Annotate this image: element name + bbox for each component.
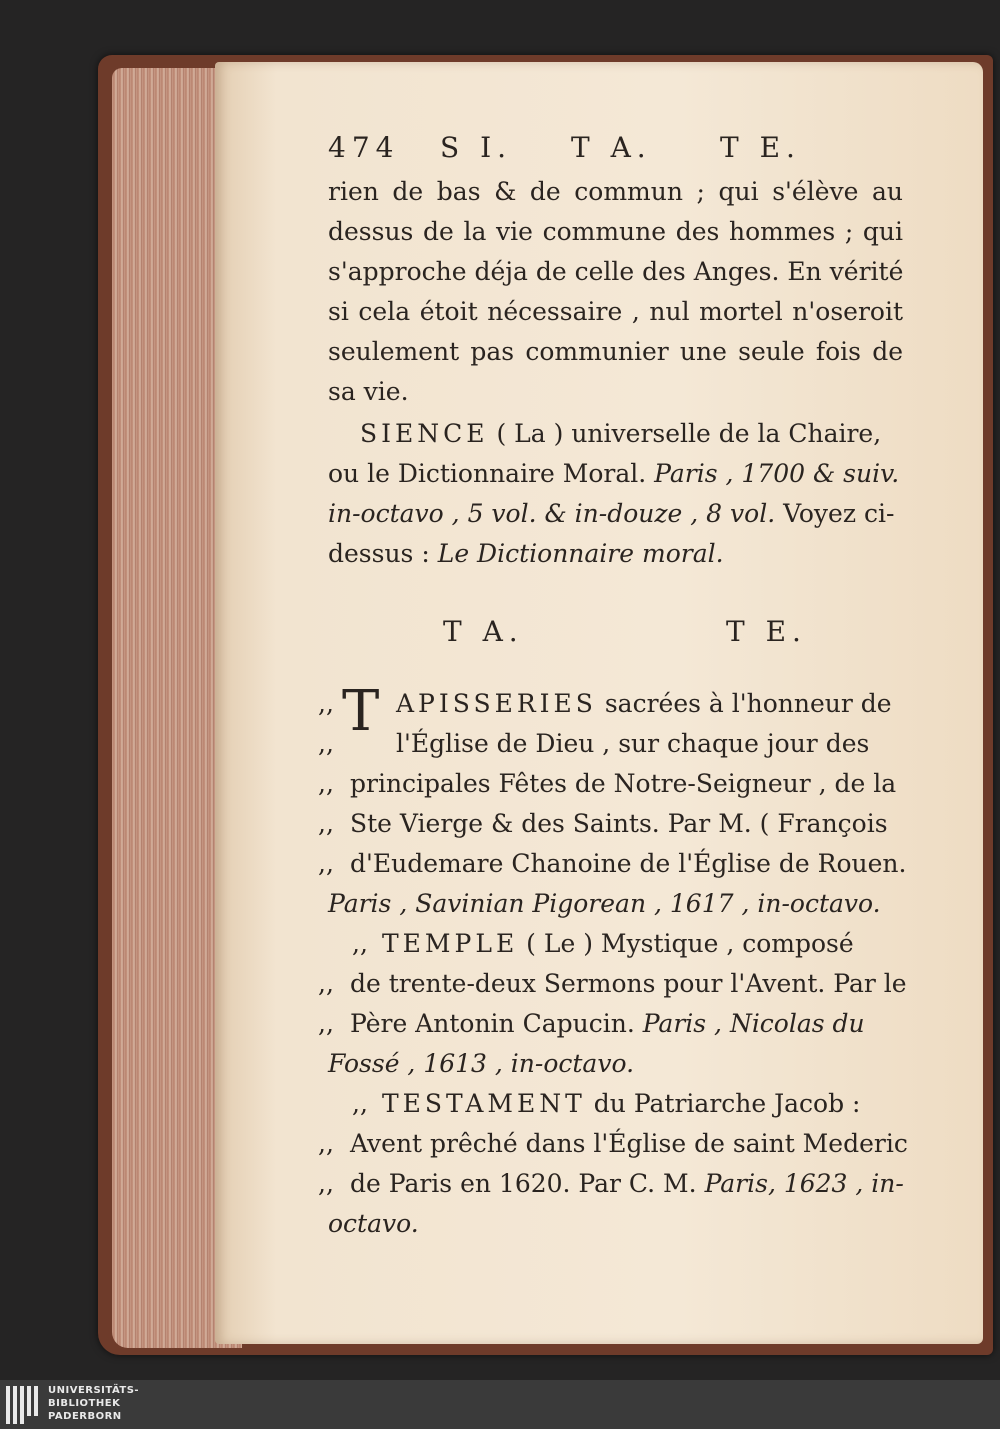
entry-testament-line3: de Paris en 1620. Par C. M. Paris, 1623 , in- (350, 1169, 904, 1198)
running-header (328, 128, 801, 168)
entry-tapisseries-line5: d'Eudemare Chanoine de l'Église de Rouen. (350, 849, 907, 878)
entry-testament-line4: octavo. (328, 1209, 419, 1238)
header-ta: T A. (571, 131, 652, 164)
quote-mark: ,, (318, 769, 334, 798)
entry-headword: SIENCE (360, 419, 489, 448)
entry-temple-line1: TEMPLE ( Le ) Mystique , composé (382, 929, 854, 958)
entry-tapisseries-line4: Ste Vierge & des Saints. Par M. ( François (350, 809, 888, 838)
entry-headword: APISSERIES (396, 689, 597, 718)
entry-temple-line3: Père Antonin Capucin. Paris , Nicolas du (350, 1009, 865, 1038)
header-te: T E. (720, 131, 801, 164)
entry-tapisseries-line2: l'Église de Dieu , sur chaque jour des (396, 729, 870, 758)
quote-mark: ,, (318, 689, 334, 718)
para1-line: si cela étoit nécessaire , nul mortel n'oseroit (328, 297, 903, 326)
para1-line: dessus de la vie commune des hommes ; qui (328, 217, 903, 246)
para1-line: s'approche déja de celle des Anges. En vérité (328, 257, 904, 286)
entry-sience-line2: ou le Dictionnaire Moral. Paris , 1700 & suiv. (328, 459, 900, 488)
quote-mark: ,, (318, 729, 334, 758)
section-heading-te: T E. (726, 615, 807, 648)
section-heading-ta: T A. (443, 615, 524, 648)
para1-line: rien de bas & de commun ; qui s'élève au (328, 177, 903, 206)
entry-sience-line4: dessus : Le Dictionnaire moral. (328, 539, 724, 568)
entry-sience-line3: in-octavo , 5 vol. & in-douze , 8 vol. Voyez ci- (328, 499, 895, 528)
para1-line: seulement pas communier une seule fois de (328, 337, 903, 366)
entry-temple-line4: Fossé , 1613 , in-octavo. (328, 1049, 635, 1078)
entry-temple-line2: de trente-deux Sermons pour l'Avent. Par le (350, 969, 907, 998)
page-number: 474 (328, 131, 400, 164)
entry-testament-line2: Avent prêché dans l'Église de saint Mederic (350, 1129, 908, 1158)
library-logo-text: UNIVERSITÄTS- BIBLIOTHEK PADERBORN (48, 1385, 140, 1422)
entry-headword: TESTAMENT (382, 1089, 586, 1118)
entry-sience-line1: SIENCE ( La ) universelle de la Chaire, (360, 419, 882, 448)
quote-mark: ,, (318, 809, 334, 838)
entry-testament-line1: TESTAMENT du Patriarche Jacob : (382, 1089, 861, 1118)
quote-mark: ,, (352, 1089, 368, 1118)
entry-headword: TEMPLE (382, 929, 519, 958)
para1-line: sa vie. (328, 377, 409, 406)
drop-cap: T (342, 679, 380, 744)
quote-mark: ,, (318, 1129, 334, 1158)
entry-tapisseries-line1: APISSERIES sacrées à l'honneur de (396, 689, 892, 718)
library-logo-icon (6, 1386, 40, 1424)
library-footer (0, 1380, 1000, 1429)
quote-mark: ,, (318, 849, 334, 878)
entry-tapisseries-line6: Paris , Savinian Pigorean , 1617 , in-octavo. (328, 889, 881, 918)
quote-mark: ,, (318, 1169, 334, 1198)
quote-mark: ,, (352, 929, 368, 958)
entry-tapisseries-line3: principales Fêtes de Notre-Seigneur , de la (350, 769, 897, 798)
quote-mark: ,, (318, 1009, 334, 1038)
quote-mark: ,, (318, 969, 334, 998)
header-si: S I. (440, 131, 513, 164)
